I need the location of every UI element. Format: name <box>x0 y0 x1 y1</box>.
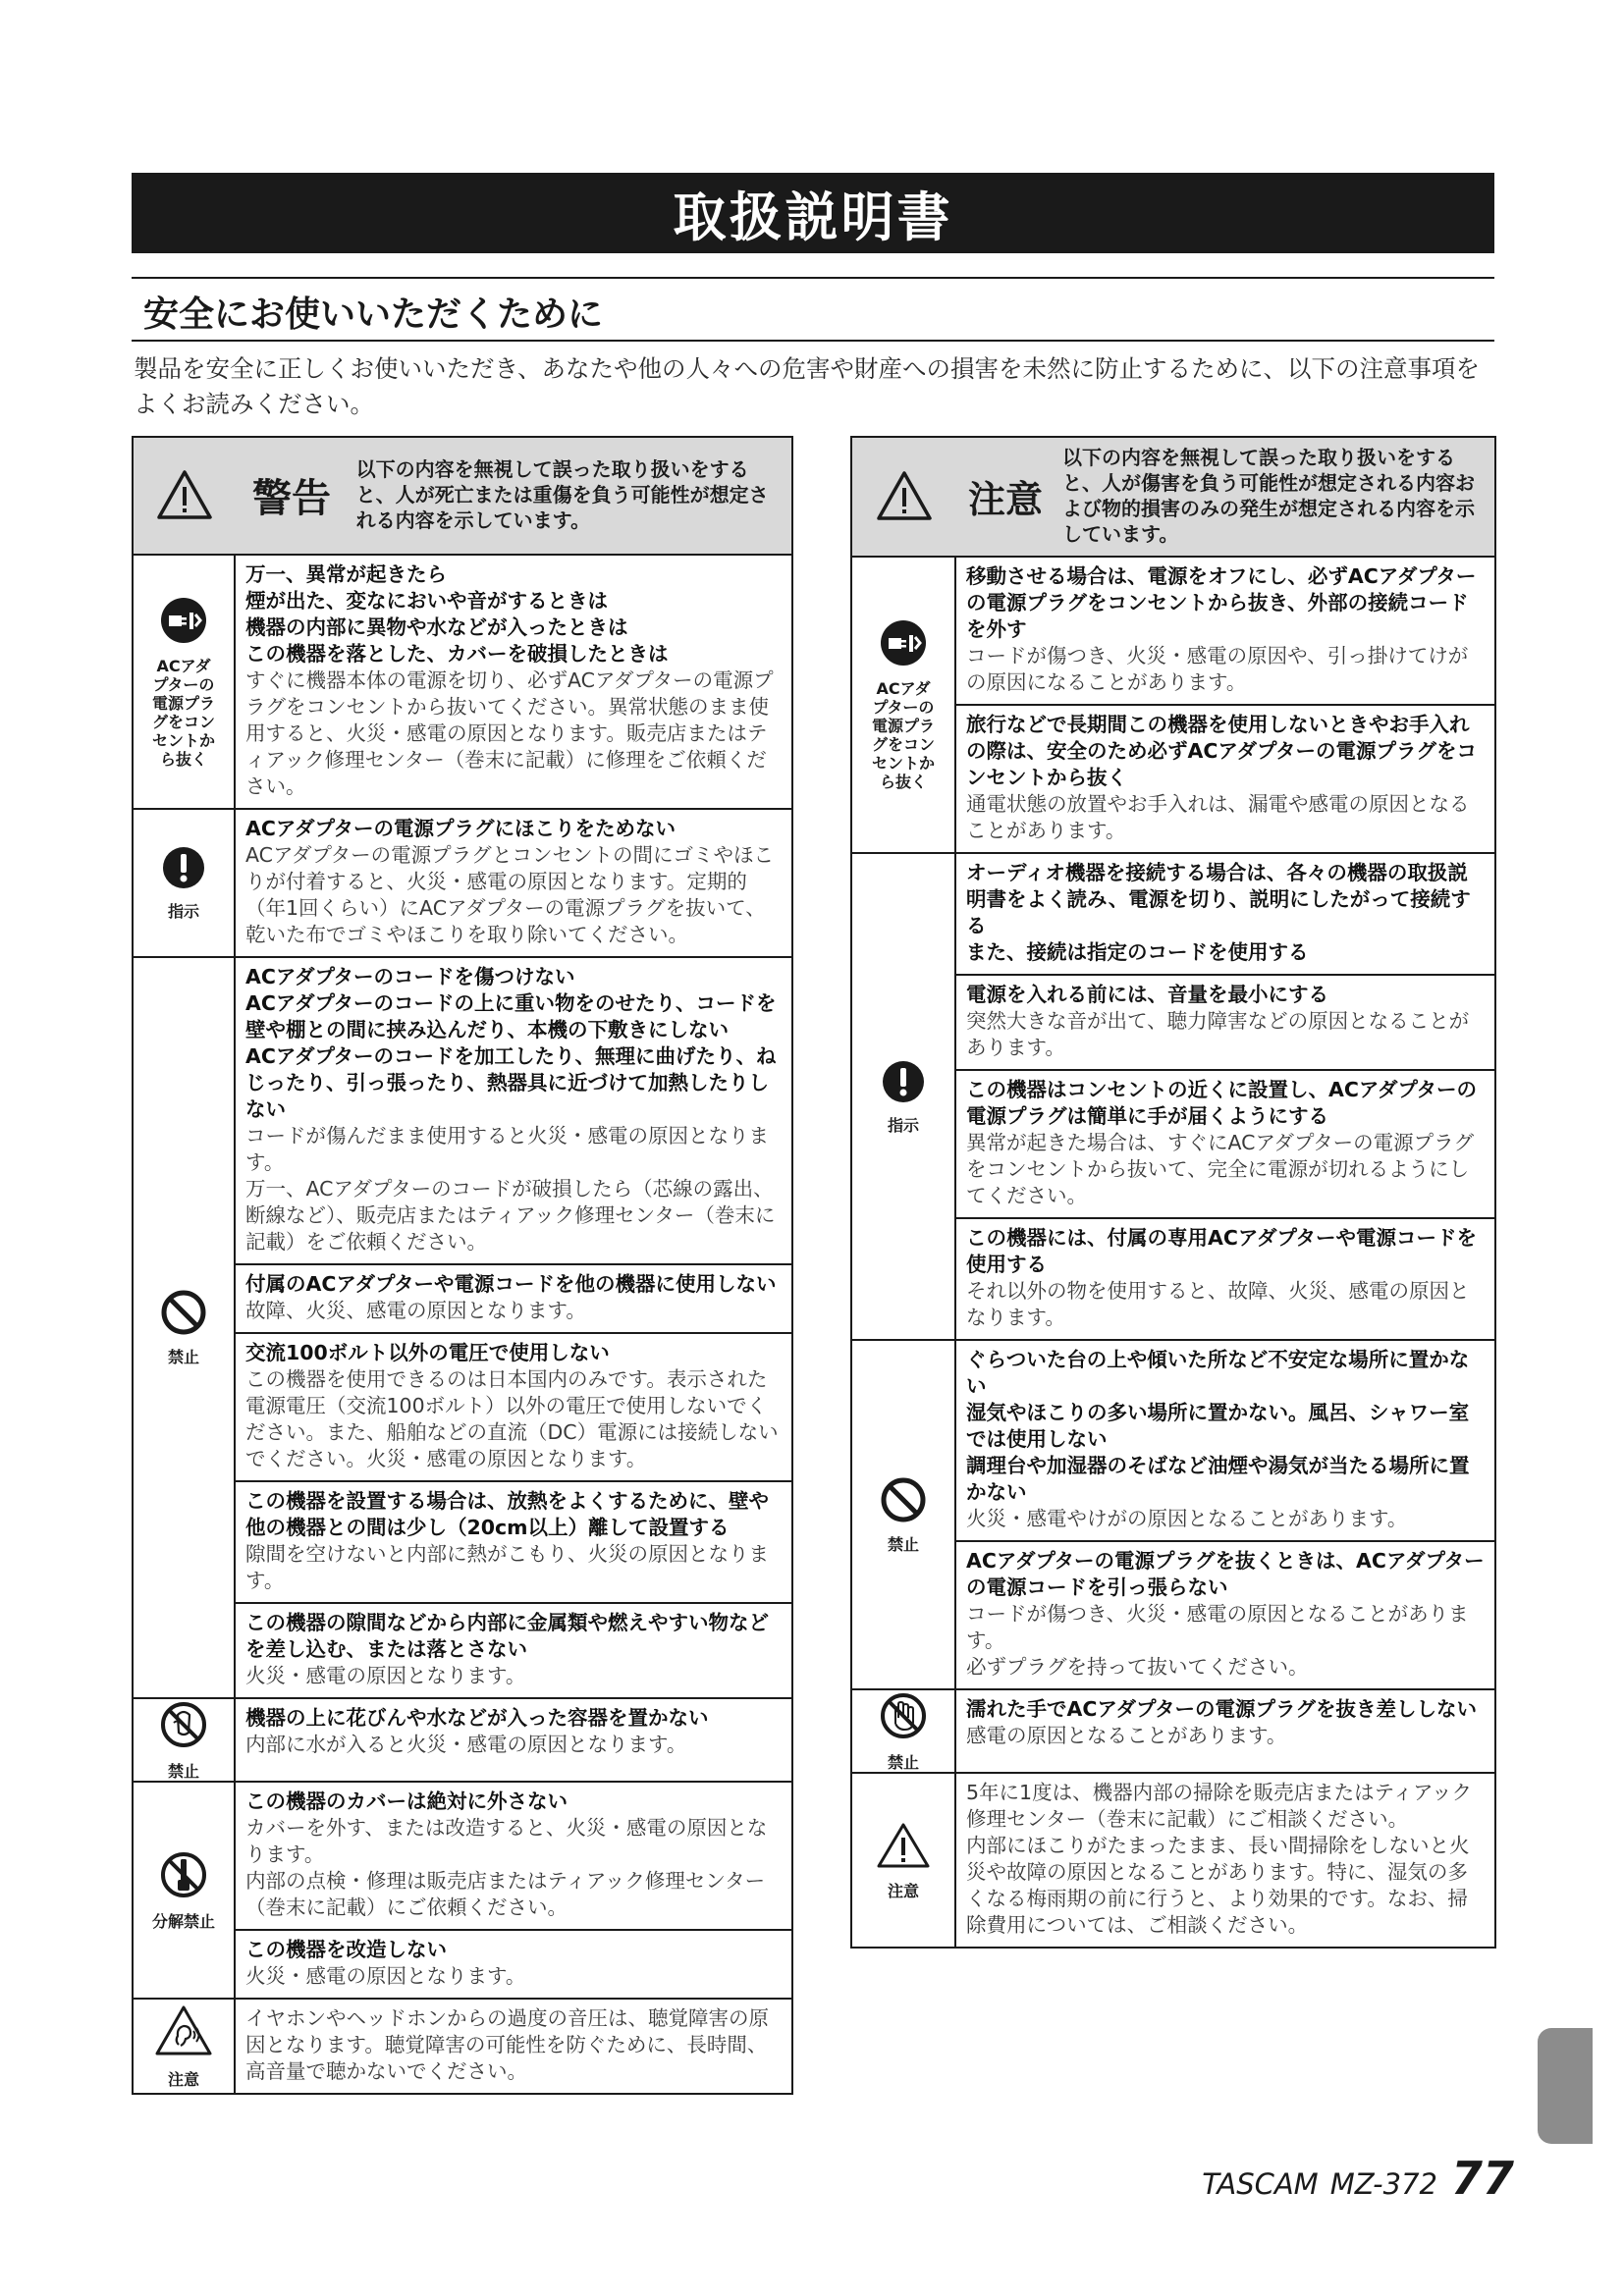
warning-header <box>133 437 792 555</box>
warning-row <box>133 809 792 957</box>
no-disassembly-icon <box>158 1849 209 1904</box>
instruction-detail: 内部に水が入ると火災・感電の原因となります。 <box>245 1733 687 1756</box>
warning-row <box>133 1999 792 2094</box>
title-rule <box>132 277 1494 279</box>
instruction-icon <box>161 845 206 894</box>
symbol-cell <box>133 555 235 809</box>
symbol-cell <box>851 853 955 1340</box>
instruction-cell <box>235 809 792 957</box>
instruction-heading: この機器を改造しない <box>245 1938 447 1961</box>
instruction-cell <box>235 1481 792 1603</box>
section-rule <box>132 340 1494 342</box>
caution-table <box>850 436 1496 1949</box>
warning-row <box>133 957 792 1264</box>
instruction-detail: コードが傷んだまま使用すると火災・感電の原因となります。 万一、ACアダプターのコードが破損したら（芯線の露出、断線など）、販売店またはティアック修理センター（巻末に記載）をご依頼ください。 <box>245 1124 776 1254</box>
instruction-detail: コードが傷つき、火災・感電の原因や、引っ掛けてけがの原因になることがあります。 <box>966 644 1469 694</box>
caution-signal-word: 注意 <box>967 477 1043 521</box>
instruction-cell <box>955 1773 1495 1948</box>
symbol-cell <box>133 957 235 1698</box>
instruction-detail: ACアダプターの電源プラグとコンセントの間にゴミやほこりが付着すると、火災・感電の原因となります。定期的（年1回くらい）にACアダプターの電源プラグを抜いて、乾いた布でゴミやほこりを取り除いてください。 <box>245 843 775 946</box>
instruction-detail: それ以外の物を使用すると、故障、火災、感電の原因となります。 <box>966 1279 1470 1329</box>
instruction-cell <box>235 1999 792 2094</box>
caution-row <box>851 1340 1495 1541</box>
instruction-detail: コードが傷つき、火災・感電の原因となることがあります。 必ずプラグを持って抜いてください。 <box>966 1602 1469 1679</box>
instruction-cell <box>235 1930 792 1999</box>
instruction-cell <box>955 1340 1495 1541</box>
manual-title-banner <box>132 173 1494 253</box>
instruction-cell <box>235 1782 792 1930</box>
section-title: 安全にお使いいただくために <box>143 294 604 335</box>
caution-row <box>851 1773 1495 1948</box>
unplug-icon <box>879 618 928 671</box>
symbol-label: 指示 <box>167 902 199 921</box>
warning-row <box>133 1782 792 1930</box>
instruction-detail: 5年に1度は、機器内部の掃除を販売店またはティアック修理センター（巻末に記載）にご相談ください。 内部にほこりがたまったまま、長い間掃除をしないと火災や故障の原因となることがあります。特に、湿気の多くなる梅雨期の前に行うと、より効果的です。なお、掃除費用については、ご相談ください。 <box>966 1781 1473 1937</box>
instruction-heading: 濡れた手でACアダプターの電源プラグを抜き差ししない <box>966 1697 1478 1721</box>
footer-brand: TASCAM <box>1202 2167 1319 2201</box>
caution-row <box>851 1689 1495 1773</box>
instruction-cell <box>955 853 1495 975</box>
warning-header-row <box>133 437 792 555</box>
instruction-cell <box>955 1070 1495 1218</box>
symbol-cell <box>851 1340 955 1689</box>
page-number: 77 <box>1450 2152 1514 2205</box>
symbol-label: 禁止 <box>887 1753 919 1772</box>
symbol-cell <box>133 1999 235 2094</box>
instruction-detail: この機器を使用できるのは日本国内のみです。表示された電源電圧（交流100ボルト）以外の電圧で使用しないでください。また、船舶などの直流（DC）電源には接続しないでください。火災・感電の原因となります。 <box>245 1367 779 1470</box>
symbol-label: 分解禁止 <box>151 1912 215 1931</box>
instruction-cell <box>955 1689 1495 1773</box>
instruction-heading: ACアダプターのコードを傷つけない ACアダプターのコードの上に重い物をのせたり、コードを壁や棚との間に挟み込んだり、本機の下敷きにしない ACアダプターのコードを加工したり、無理に曲げたり、ねじったり、引っ張ったり、熱器具に近づけて加熱したりしない <box>245 965 777 1121</box>
instruction-icon <box>881 1059 926 1108</box>
symbol-cell <box>851 557 955 853</box>
instruction-detail: 異常が起きた場合は、すぐにACアダプターの電源プラグをコンセントから抜いて、完全に電源が切れるようにしてください。 <box>966 1131 1475 1207</box>
instruction-heading: 万一、異常が起きたら 煙が出た、変なにおいや音がするときは 機器の内部に異物や水などが入ったときは この機器を落とした、カバーを破損したときは <box>245 562 669 666</box>
caution-row <box>851 853 1495 975</box>
instruction-cell <box>235 1333 792 1481</box>
caution-description: 以下の内容を無視して誤った取り扱いをすると、人が傷害を負う可能性が想定される内容および物的損害のみの発生が想定される内容を示しています。 <box>1062 446 1475 546</box>
instruction-detail: 隙間を空けないと内部に熱がこもり、火災の原因となります。 <box>245 1542 769 1592</box>
symbol-label: ACアダ プターの 電源プラ グをコン セントか ら抜く <box>151 656 215 769</box>
chapter-tab <box>1538 2028 1593 2144</box>
footer-model: MZ-372 <box>1329 2167 1437 2201</box>
instruction-detail: 故障、火災、感電の原因となります。 <box>245 1299 586 1322</box>
symbol-cell <box>851 1689 955 1773</box>
page-footer <box>1202 2152 1514 2205</box>
instruction-detail: 火災・感電の原因となります。 <box>245 1964 526 1988</box>
instruction-cell <box>235 1264 792 1333</box>
instruction-detail: 突然大きな音が出て、聴力障害などの原因となることがあります。 <box>966 1009 1470 1059</box>
caution-row <box>851 557 1495 705</box>
instruction-heading: ACアダプターの電源プラグを抜くときは、ACアダプターの電源コードを引っ張らない <box>966 1549 1485 1599</box>
instruction-heading: 電源を入れる前には、音量を最小にする <box>966 983 1328 1006</box>
warning-signal-word: 警告 <box>252 475 332 521</box>
warning-row <box>133 555 792 809</box>
manual-title: 取扱説明書 <box>673 186 953 248</box>
instruction-detail: 感電の原因となることがあります。 <box>966 1724 1287 1747</box>
caution-header-row <box>851 437 1495 557</box>
instruction-heading: 移動させる場合は、電源をオフにし、必ずACアダプターの電源プラグをコンセントから抜き、外部の接続コードを外す <box>966 564 1477 641</box>
instruction-heading: この機器の隙間などから内部に金属類や燃えやすい物などを差し込む、または落とさない <box>245 1611 769 1661</box>
warning-row <box>133 1698 792 1782</box>
symbol-label: 指示 <box>887 1115 919 1135</box>
instruction-cell <box>955 557 1495 705</box>
instruction-cell <box>955 705 1495 853</box>
unplug-icon <box>159 596 208 649</box>
hearing-caution-icon <box>154 2003 213 2062</box>
symbol-cell <box>133 809 235 957</box>
instruction-heading: 機器の上に花びんや水などが入った容器を置かない <box>245 1706 709 1730</box>
prohibited-icon <box>160 1289 207 1340</box>
instruction-heading: ACアダプターの電源プラグにほこりをためない <box>245 817 677 840</box>
instruction-heading: この機器のカバーは絶対に外さない <box>245 1789 568 1813</box>
warning-triangle-icon <box>134 468 235 521</box>
instruction-cell <box>235 957 792 1264</box>
prohibited-icon <box>880 1476 927 1527</box>
instruction-cell <box>235 1698 792 1782</box>
instruction-heading: 交流100ボルト以外の電圧で使用しない <box>245 1341 610 1364</box>
instruction-detail: カバーを外す、または改造すると、火災・感電の原因となります。 内部の点検・修理は販売店またはティアック修理センター（巻末に記載）にご依頼ください。 <box>245 1816 768 1919</box>
symbol-label: ACアダ プターの 電源プラ グをコン セントか ら抜く <box>871 679 935 791</box>
symbol-cell <box>133 1698 235 1782</box>
instruction-heading: 旅行などで長期間この機器を使用しないときやお手入れの際は、安全のため必ずACアダプターの電源プラグをコンセントから抜く <box>966 713 1478 789</box>
instruction-detail: イヤホンやヘッドホンからの過度の音圧は、聴覚障害の原因となります。聴覚障害の可能性を防ぐために、長時間、高音量で聴かないでください。 <box>245 2006 769 2083</box>
warning-description: 以下の内容を無視して誤った取り扱いをすると、人が死亡または重傷を負う可能性が想定される内容を示しています。 <box>355 457 769 532</box>
instruction-cell <box>955 1218 1495 1340</box>
no-wet-hands-icon <box>878 1690 929 1745</box>
symbol-label: 注意 <box>887 1881 919 1900</box>
instruction-cell <box>955 975 1495 1070</box>
instruction-heading: ぐらついた台の上や傾いた所など不安定な場所に置かない 湿気やほこりの多い場所に置かない。風呂、シャワー室では使用しない 調理台や加湿器のそばなど油煙や湯気が当たる場所に置かない <box>966 1348 1470 1504</box>
instruction-detail: 火災・感電やけがの原因となることがあります。 <box>966 1507 1408 1530</box>
instruction-heading: この機器を設置する場合は、放熱をよくするために、壁や他の機器との間は少し（20cm以上）離して設置する <box>245 1489 769 1539</box>
symbol-label: 禁止 <box>887 1534 919 1554</box>
caution-icon <box>876 1821 931 1874</box>
caution-triangle-icon <box>852 469 956 522</box>
caution-header <box>851 437 1495 557</box>
intro-paragraph: 製品を安全に正しくお使いいただき、あなたや他の人々への危害や財産への損害を未然に防止するために、以下の注意事項をよくお読みください。 <box>134 354 1481 418</box>
instruction-cell <box>235 555 792 809</box>
no-water-icon <box>158 1699 209 1754</box>
instruction-heading: この機器には、付属の専用ACアダプターや電源コードを使用する <box>966 1226 1478 1276</box>
warning-table <box>132 436 793 2095</box>
symbol-label: 禁止 <box>167 1762 199 1781</box>
symbol-label: 禁止 <box>167 1348 199 1366</box>
instruction-detail: 火災・感電の原因となります。 <box>245 1664 526 1687</box>
symbol-label: 注意 <box>167 2070 199 2089</box>
instruction-heading: オーディオ機器を接続する場合は、各々の機器の取扱説明書をよく読み、電源を切り、説明にしたがって接続する また、接続は指定のコードを使用する <box>966 861 1471 964</box>
instruction-heading: 付属のACアダプターや電源コードを他の機器に使用しない <box>245 1272 777 1296</box>
instruction-cell <box>235 1603 792 1698</box>
instruction-detail: すぐに機器本体の電源を切り、必ずACアダプターの電源プラグをコンセントから抜いてください。異常状態のまま使用すると、火災・感電の原因となります。販売店またはティアック修理センター（巻末に記載）に修理をご依頼ください。 <box>245 668 774 798</box>
instruction-detail: 通電状態の放置やお手入れは、漏電や感電の原因となることがあります。 <box>966 792 1470 842</box>
instruction-cell <box>955 1541 1495 1689</box>
symbol-cell <box>133 1782 235 1999</box>
symbol-cell <box>851 1773 955 1948</box>
instruction-heading: この機器はコンセントの近くに設置し、ACアダプターの電源プラグは簡単に手が届くようにする <box>966 1078 1478 1128</box>
